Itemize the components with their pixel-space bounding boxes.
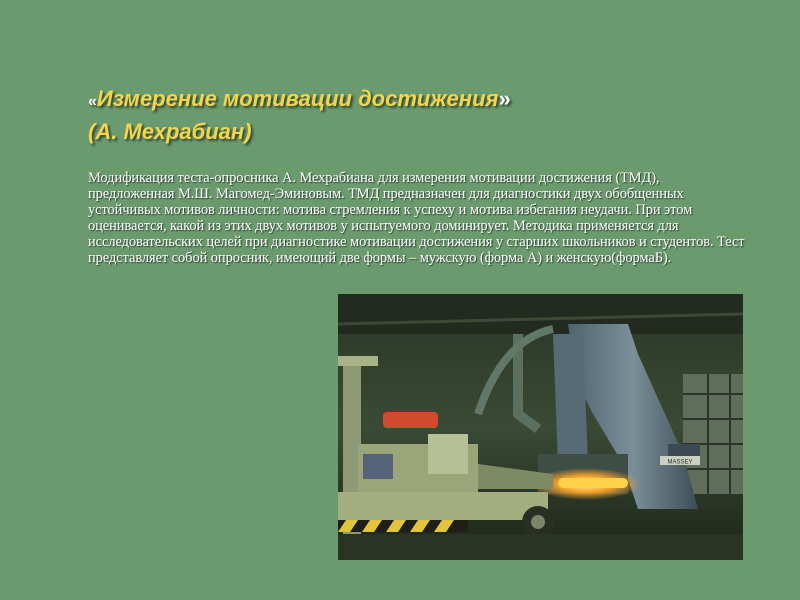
slide-title xyxy=(88,84,728,147)
machine-maker-label: MASSEY xyxy=(667,459,693,466)
title-line-1: Измерение мотивации достижения xyxy=(96,86,499,111)
title-quote-close: » xyxy=(498,86,511,111)
title-line-2: (А. Мехрабиан) xyxy=(88,119,252,144)
title-quote-open: « xyxy=(88,93,97,110)
slide-body-text: Модификация теста-опросника А. Мехрабиана для измерения мотивации достижения (ТМД), предложенная М.Ш. Магомед-Эминовым. ТМД предназначен для диагностики двух обобщенных устойчивых мотивов личности: мотива стремления к успеху и мотива избегания неудачи. При этом оценивается, какой из этих двух мотивов у испытуемого доминирует. Методика применяется для исследовательских целей при диагностике мотивации достижения у старших школьников и студентов. Тест представляет собой опросник, имеющий две формы – мужскую (форма А) и женскую(формаБ). xyxy=(88,170,745,266)
forging-hammer-illustration xyxy=(338,294,743,560)
forging-hammer-photo xyxy=(338,294,743,560)
